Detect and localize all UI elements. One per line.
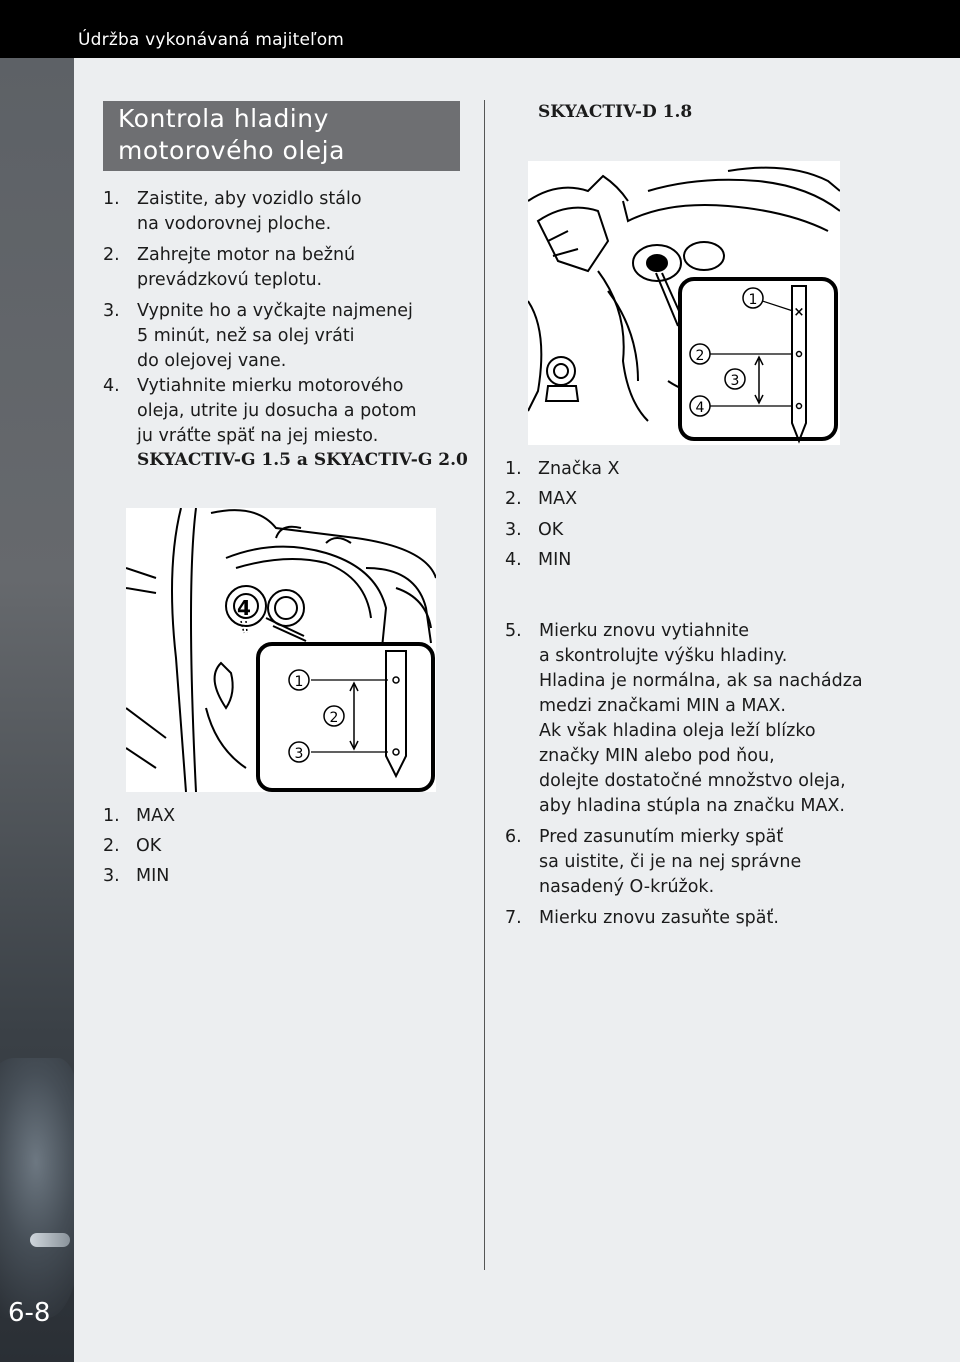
step-text-line: medzi značkami MIN a MAX. — [539, 696, 786, 716]
page-header-bar — [0, 0, 960, 58]
legend-number: 1. — [103, 806, 120, 826]
dipstick-illustration-d — [528, 161, 840, 445]
step-text-line: 5 minút, než sa olej vráti — [137, 326, 355, 346]
page-number: 6-8 — [8, 1298, 51, 1328]
legend-number: 3. — [103, 866, 120, 886]
step-text-line: Zahrejte motor na bežnú — [137, 245, 356, 265]
car-photo-fragment — [0, 1058, 74, 1318]
dipstick-illustration-g — [126, 508, 436, 792]
callout-1-label: 1 — [294, 674, 304, 690]
step-text-line: oleja, utrite ju dosucha a potom — [137, 401, 417, 421]
step-number: 1. — [103, 189, 120, 209]
step-text-line: prevádzkovú teplotu. — [137, 270, 323, 290]
cap-mark-label: 4 — [237, 596, 251, 620]
dipstick-figure-d — [528, 161, 840, 445]
legend-label: MIN — [136, 866, 170, 886]
step-number: 4. — [103, 376, 120, 396]
side-decoration-strip — [0, 58, 74, 1362]
legend-label: MAX — [136, 806, 176, 826]
section-title-line-2: motorového oleja — [118, 136, 345, 165]
callout-1-label: 1 — [748, 292, 758, 308]
step-text-line: Mierku znovu zasuňte späť. — [539, 908, 779, 928]
step-text-line: Pred zasunutím mierky späť — [539, 827, 784, 847]
step-text-line: Vypnite ho a vyčkajte najmenej — [137, 301, 413, 321]
car-headlight-fragment — [30, 1233, 70, 1247]
dipstick-figure-g — [126, 508, 436, 792]
engine-variant-heading-g: SKYACTIV-G 1.5 a SKYACTIV-G 2.0 — [137, 450, 468, 470]
step-number: 6. — [505, 827, 522, 847]
callout-3-label: 3 — [730, 373, 740, 389]
legend-label: MIN — [538, 550, 572, 570]
legend-number: 1. — [505, 459, 522, 479]
cap-marker-4 — [237, 596, 251, 633]
step-text-line: aby hladina stúpla na značku MAX. — [539, 796, 845, 816]
step-number: 2. — [103, 245, 120, 265]
legend-label: OK — [136, 836, 162, 856]
step-text-line: Hladina je normálna, ak sa nachádza — [539, 671, 863, 691]
callout-4-label: 4 — [695, 400, 705, 416]
legend-number: 2. — [103, 836, 120, 856]
step-number: 3. — [103, 301, 120, 321]
legend-label: OK — [538, 520, 564, 540]
legend-number: 2. — [505, 489, 522, 509]
step-text-line: Ak však hladina oleja leží blízko — [539, 721, 816, 741]
step-text-line: na vodorovnej ploche. — [137, 214, 332, 234]
engine-variant-heading-d: SKYACTIV-D 1.8 — [538, 102, 693, 122]
callout-2-label: 2 — [695, 348, 705, 364]
step-text-line: Mierku znovu vytiahnite — [539, 621, 749, 641]
step-text-line: sa uistite, či je na nej správne — [539, 852, 802, 872]
page-header-title: Údržba vykonávaná majiteľom — [78, 30, 345, 50]
step-text-line: do olejovej vane. — [137, 351, 287, 371]
legend-label: Značka X — [538, 459, 620, 479]
step-text-line: dolejte dostatočné množstvo oleja, — [539, 771, 846, 791]
step-text-line: značky MIN alebo pod ňou, — [539, 746, 775, 766]
column-divider — [484, 100, 485, 1270]
legend-label: MAX — [538, 489, 578, 509]
step-text-line: a skontrolujte výšku hladiny. — [539, 646, 788, 666]
step-text-line: Vytiahnite mierku motorového — [137, 376, 404, 396]
legend-number: 3. — [505, 520, 522, 540]
step-text-line: Zaistite, aby vozidlo stálo — [137, 189, 362, 209]
step-text-line: ju vráťte späť na jej miesto. — [137, 426, 379, 446]
step-number: 7. — [505, 908, 522, 928]
callout-3-label: 3 — [294, 746, 304, 762]
section-title-line-1: Kontrola hladiny — [118, 104, 329, 133]
x-mark-label: × — [793, 305, 805, 320]
section-title-box — [103, 101, 460, 171]
legend-number: 4. — [505, 550, 522, 570]
step-text-line: nasadený O-krúžok. — [539, 877, 715, 897]
callout-2-label: 2 — [329, 710, 339, 726]
step-number: 5. — [505, 621, 522, 641]
